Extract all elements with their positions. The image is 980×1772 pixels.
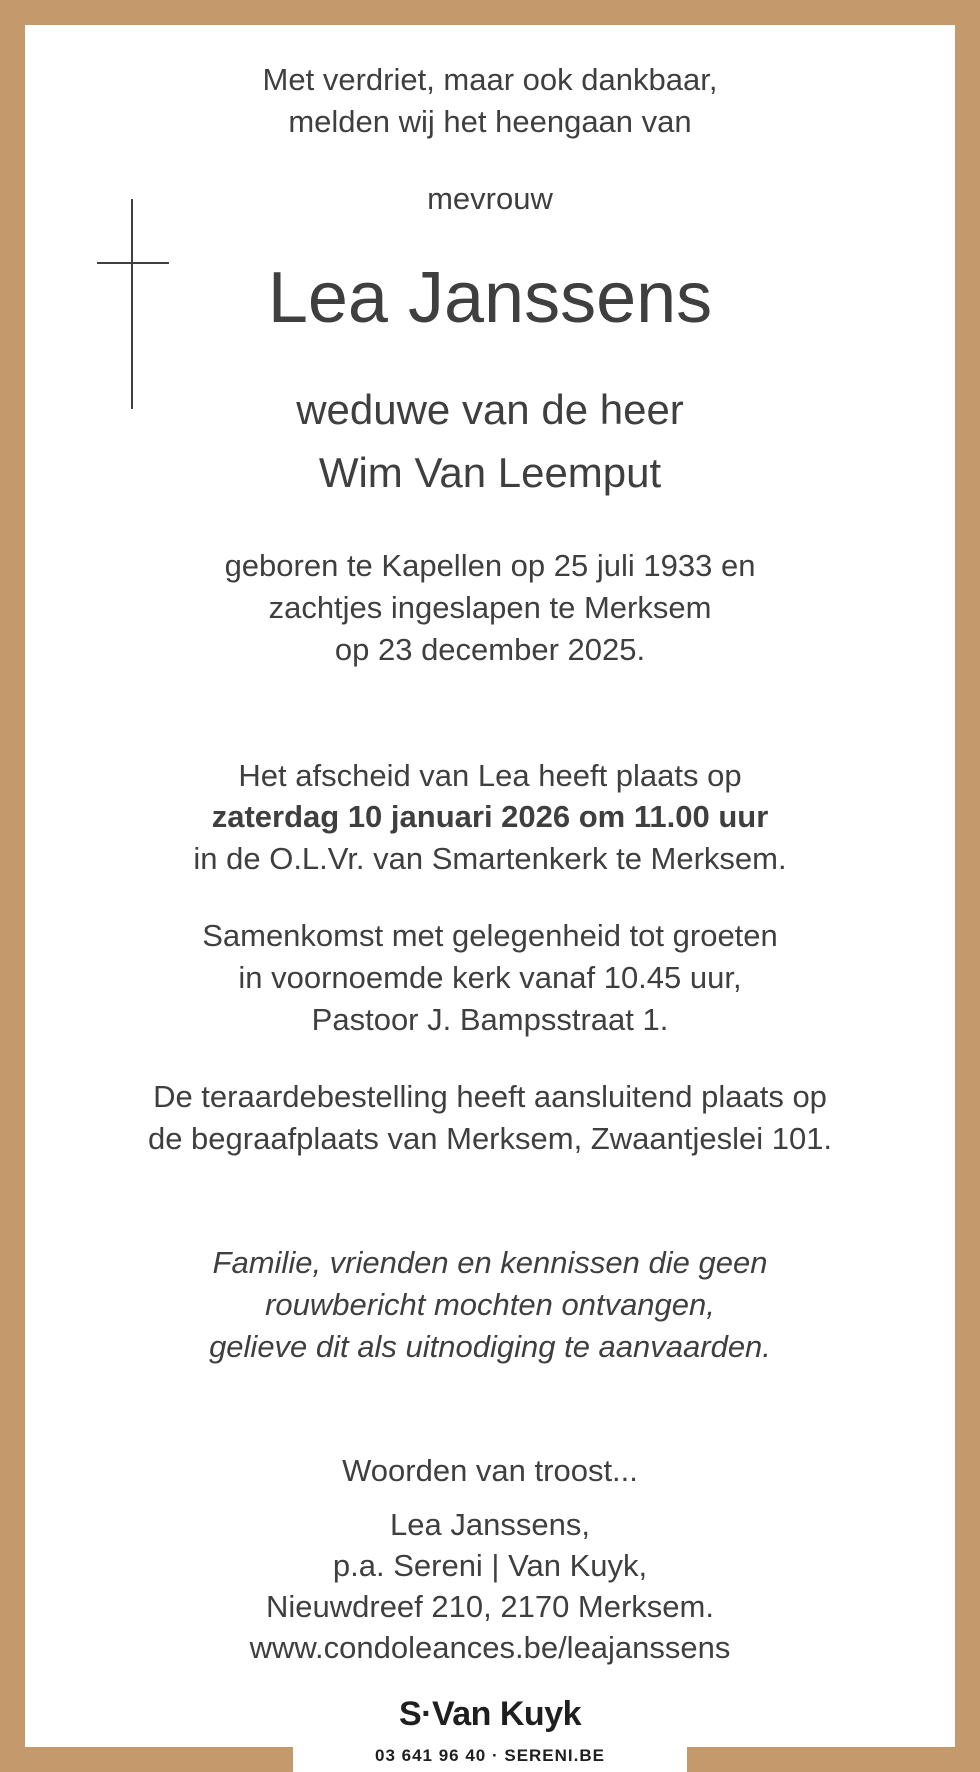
farewell-date: zaterdag 10 januari 2026 om 11.00 uur [211,799,769,834]
intro-line-1: Met verdriet, maar ook dankbaar, [262,62,718,97]
spouse-line-1: weduwe van de heer [296,386,684,433]
invitation-line-2: rouwbericht mochten ontvangen, [265,1287,715,1322]
farewell-line-3: in de O.L.Vr. van Smartenkerk te Merksem. [193,841,787,876]
condolences-heading: Woorden van troost... [342,1453,638,1488]
spouse-line-2: Wim Van Leemput [318,449,662,496]
funeral-home-logo: S·Van Kuyk [398,1695,582,1733]
intro-line-2: melden wij het heengaan van [288,104,692,139]
condolences-line-2: p.a. Sereni | Van Kuyk, [332,1548,648,1583]
gathering-line-2: in voornoemde kerk vanaf 10.45 uur, [238,960,742,995]
burial-line-2: de begraafplaats van Merksem, Zwaantjeslei 101. [147,1121,833,1156]
farewell-line-1: Het afscheid van Lea heeft plaats op [238,758,742,793]
condolences-website: www.condoleances.be/leajanssens [249,1630,731,1665]
life-line-2: zachtjes ingeslapen te Merksem [268,590,712,625]
life-line-1: geboren te Kapellen op 25 juli 1933 en [224,548,756,583]
honorific: mevrouw [427,181,553,216]
gathering-line-1: Samenkomst met gelegenheid tot groeten [202,918,778,953]
condolences-line-3: Nieuwdreef 210, 2170 Merksem. [265,1589,714,1624]
invitation-line-3: gelieve dit als uitnodiging te aanvaarden. [209,1329,771,1364]
invitation-line-1: Familie, vrienden en kennissen die geen [212,1245,768,1280]
condolences-line-1: Lea Janssens, [390,1507,590,1542]
deceased-name: Lea Janssens [267,258,713,338]
burial-line-1: De teraardebestelling heeft aansluitend plaats op [153,1079,827,1114]
life-line-3: op 23 december 2025. [334,632,646,667]
gathering-line-3: Pastoor J. Bampsstraat 1. [311,1002,669,1037]
funeral-home-contact: 03 641 96 40 · SERENI.BE [374,1746,605,1765]
